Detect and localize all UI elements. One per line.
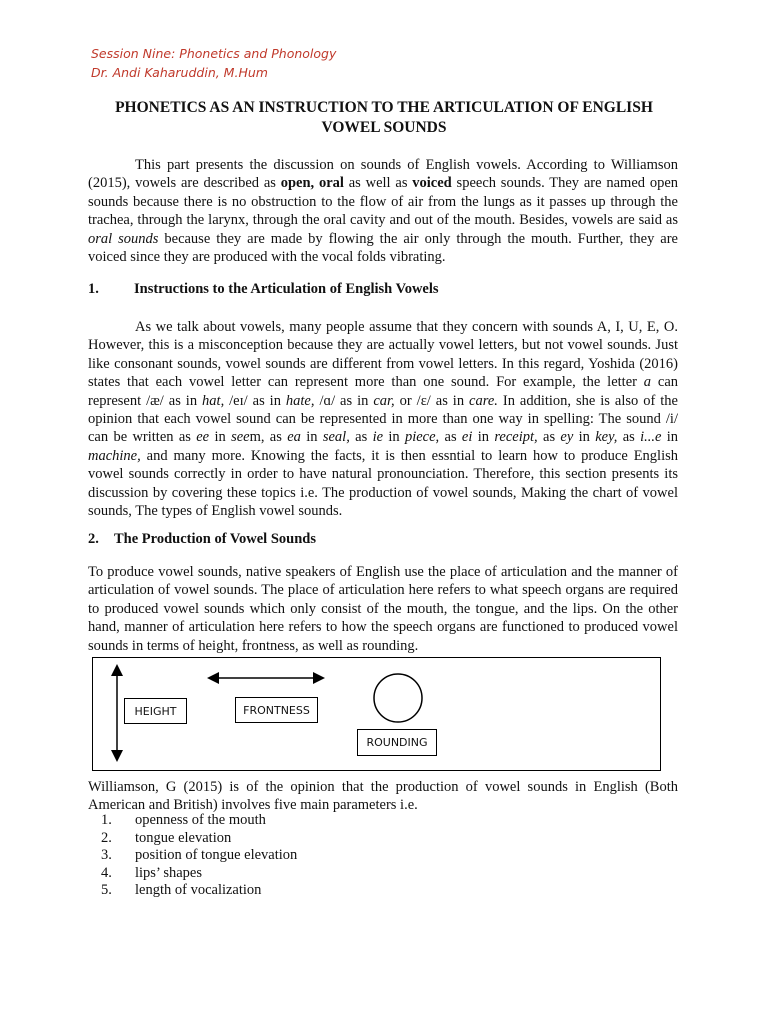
page-header	[91, 44, 336, 82]
section-2-title: The Production of Vowel Sounds	[114, 531, 316, 547]
text-run: m, as	[249, 429, 288, 446]
italic-word: key,	[595, 429, 618, 446]
italic-word: ie	[372, 429, 384, 446]
articulation-diagram	[92, 657, 661, 771]
list-number: 5.	[101, 882, 112, 899]
title-line-1: PHONETICS AS AN INSTRUCTION TO THE ARTICULATION OF ENGLISH	[115, 99, 653, 116]
section-1-title: Instructions to the Articulation of English Vowels	[134, 281, 439, 297]
parameters-list	[101, 812, 661, 900]
italic-word: machine,	[88, 447, 141, 464]
text-run: as	[349, 429, 373, 446]
list-text: lips’ shapes	[135, 864, 202, 881]
text-run: As we talk about vowels, many people assume that they concern with sounds A, I, U, E, O. However, this is a misconception because they are actually vowel letters, but not vowel sounds. Just like consonant sounds, vowel sounds are different from vowel letters. In this regard, Yoshida (2016) states that each vowel letter can represent more than one sound. For example, the letter	[88, 319, 678, 391]
session-title: Session Nine: Phonetics and Phonology	[91, 46, 337, 61]
text-run: can represent /æ/ as in	[88, 374, 678, 409]
list-text: position of tongue elevation	[135, 847, 298, 864]
text-run: In addition, she is also of the opinion that each vowel sound can be represented in more than one way in spelling: The sound /i/ can be written as	[88, 392, 678, 446]
list-item	[101, 882, 661, 900]
italic-word: care.	[469, 392, 498, 409]
section-1-number: 1.	[88, 281, 99, 297]
italic-word: see	[231, 429, 250, 446]
intro-text: This part presents the discussion on sounds of English vowels. According to Williamson (2015), vowels are described as	[88, 157, 678, 192]
rounding-circle	[374, 674, 422, 722]
section-1-paragraph	[88, 318, 678, 520]
list-text: tongue elevation	[135, 829, 232, 846]
intro-paragraph	[88, 156, 678, 266]
italic-word: seal,	[322, 429, 350, 446]
section-2-paragraph: To produce vowel sounds, native speakers of English use the place of articulation and the manner of articulation of vowel sounds. The place of articulation here refers to what speech organs are required to produced vowel sounds which only consist of the mouth, the tongue, and the lips. On the other hand, manner of articulation here refers to how the speech organs are functioned to produced vowel sounds in terms of height, frontness, as well as rounding.	[88, 564, 678, 654]
section-2-number: 2.	[88, 531, 99, 547]
italic-word: a	[643, 374, 652, 391]
list-item	[101, 812, 661, 830]
text-run: in	[209, 429, 232, 446]
italic-word: i...e	[640, 429, 662, 446]
italic-word: ei	[461, 429, 473, 446]
list-number: 2.	[101, 829, 112, 846]
intro-bold-voiced: voiced	[412, 175, 452, 192]
list-item	[101, 847, 661, 865]
italic-word: piece,	[404, 429, 440, 446]
text-run: and many more. Knowing the facts, it is then essntial to learn how to produce English vowel sounds correctly in order to have natural pronounciation. Therefore, this section presents its discussion by covering these topics i.e. The production of vowel sounds, Making the chart of vowel sounds, The types of English vowel sounds.	[88, 447, 678, 520]
list-item	[101, 865, 661, 883]
title-line-2: VOWEL SOUNDS	[321, 119, 447, 136]
intro-italic-oral-sounds: oral sounds	[88, 230, 159, 247]
text-run: or /ɛ/ as in	[394, 392, 470, 409]
frontness-label: FRONTNESS	[235, 697, 318, 723]
text-run: as	[439, 429, 462, 446]
text-run: in	[573, 429, 596, 446]
list-text: length of vocalization	[135, 882, 262, 899]
text-run: in	[472, 429, 495, 446]
section-2-heading	[88, 530, 316, 548]
text-run: in	[661, 429, 679, 446]
list-number: 3.	[101, 847, 112, 864]
section-1-heading	[88, 280, 439, 298]
intro-text: because they are made by flowing the air only through the mouth. Further, they are voiced since they are produced with the vocal folds vibrating.	[88, 230, 678, 266]
italic-word: ee	[196, 429, 210, 446]
italic-word: hate,	[285, 392, 315, 409]
text-run: /ɑ/ as in	[314, 392, 374, 409]
list-item	[101, 830, 661, 848]
list-number: 4.	[101, 864, 112, 881]
intro-text: as well as	[343, 175, 413, 192]
document-title	[88, 98, 680, 138]
italic-word: ey	[560, 429, 574, 446]
italic-word: car,	[373, 392, 395, 409]
parameters-intro: Williamson, G (2015) is of the opinion that the production of vowel sounds in English (Both American and British) involves five main parameters i.e.	[88, 779, 678, 814]
rounding-label: ROUNDING	[357, 729, 437, 756]
text-run: in	[383, 429, 405, 446]
italic-word: ea	[287, 429, 301, 446]
text-run: /eɪ/ as in	[224, 392, 286, 409]
intro-text: speech sounds. They are named open sounds because there is no obstruction to the flow of air from the lungs as it passes up through the trachea, through the larynx, through the oral cavity and out of the mouth. Besides, vowels are said as	[88, 175, 679, 229]
list-text: openness of the mouth	[135, 812, 266, 828]
author-name: Dr. Andi Kaharuddin, M.Hum	[91, 65, 268, 80]
text-run: as	[537, 429, 561, 446]
height-label: HEIGHT	[124, 698, 187, 724]
text-run: as	[617, 429, 641, 446]
italic-word: receipt,	[494, 429, 538, 446]
intro-bold-open-oral: open, oral	[280, 175, 344, 192]
list-number: 1.	[101, 812, 112, 828]
text-run: in	[300, 429, 323, 446]
italic-word: hat,	[202, 392, 225, 409]
